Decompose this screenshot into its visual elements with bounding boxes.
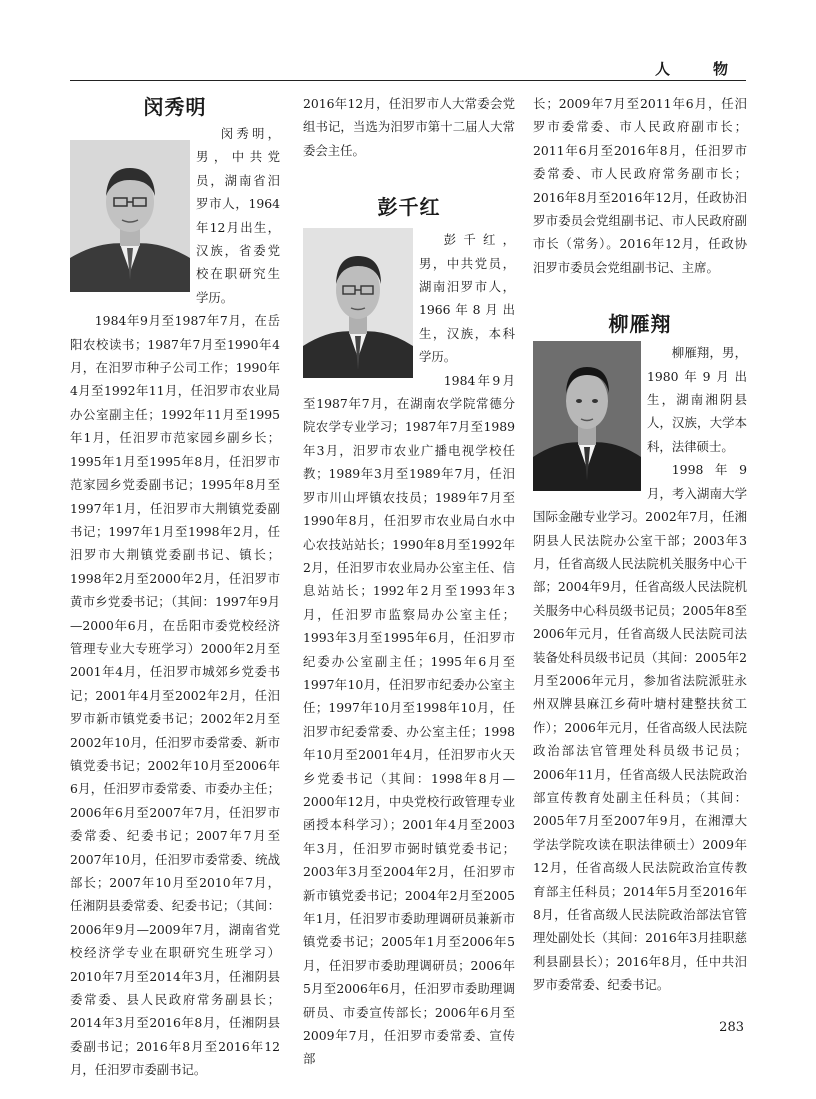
column-2 bbox=[303, 92, 515, 1071]
bio-intro-min: 闵秀明，男，中共党员，湖南省汨罗市人，1964年12月出生，汉族，省委党校在职研究生学历。 bbox=[196, 126, 280, 305]
bio-continued-min: 2016年12月，任汨罗市人大常委会党组书记，当选为汨罗市第十二届人大常委会主任。 bbox=[303, 96, 515, 158]
portrait-photo-min bbox=[70, 140, 190, 292]
header-rule bbox=[70, 80, 746, 81]
person-name-peng: 彭千红 bbox=[377, 195, 441, 220]
bio-career-min: 1984年9月至1987年7月，在岳阳农校读书；1987年7月至1990年4月，在汨罗市种子公司工作；1990年4月至1992年11月，任汨罗市农业局办公室副主任；1992年11月至1995年1月，任汨罗市范家园乡副乡长；1995年1月至1995年8月，任汨罗市范家园乡党委副书记；1995年8月至1997年1月，任汨罗市大荆镇党委副书记；1997年1月至1998年2月，任汨罗市大荆镇党委副书记、镇长；1998年2月至2000年2月，任汨罗市黄市乡党委书记；（其间：1997年9月—2000年6月，在岳阳市委党校经济管理专业大专班学习）2000年2月至2001年4月，任汨罗市城郊乡党委书记；2001年4月至2002年2月，任汨罗市新市镇党委书记；2002年2月至2002年10月，任汨罗市委常委、新市镇党委书记；2002年10月至2006年6月，任汨罗市委常委、市委办主任；2006年6月至2007年7月，任汨罗市委常委、纪委书记；2007年7月至2007年10月，任汨罗市委常委、统战部长；2007年10月至2010年7月，任湘阴县委常委、纪委书记；（其间：2006年9月—2009年7月，湖南省党校经济学专业在职研究生班学习）2010年7月至2014年3月，任湘阴县委常委、县人民政府常务副县长；2014年3月至2016年8月，任湘阴县委副书记；2016年8月至2016年12月，任汨罗市委副书记。 bbox=[70, 313, 280, 1078]
bio-career-liu: 1998年9月，考入湖南大学国际金融专业学习。2002年7月，任湘阴县人民法院办公室干部；2003年3月，任省高级人民法院机关服务中心干部；2004年9月，任省高级人民法院机关服务中心科员级书记员；2005年8至2006年元月，任省高级人民法院司法装备处科员级书记员（其间：2005年2月至2006年元月，参加省法院派驻永州双牌县麻江乡荷叶塘村建整扶贫工作）；2006年元月，任省高级人民法院政治部法官管理处科员级书记员；2006年11月，任省高级人民法院政治部宣传教育处副主任科员；（其间：2005年7月至2007年9月，在湘潭大学法学院攻读在职法律硕士）2009年12月，任省高级人民法院政治宣传教育部主任科员；2014年5月至2016年8月，任省高级人民法院政治部法官管理处副处长（其间：2016年3月挂职慈利县副县长）；2016年8月，任中共汨罗市委常委、纪委书记。 bbox=[533, 462, 747, 993]
portrait-icon bbox=[303, 228, 413, 378]
section-title: 人 物 bbox=[654, 60, 742, 78]
bio-continued-peng: 长；2009年7月至2011年6月，任汨罗市委常委、市人民政府副市长；2011年6月至2016年8月，任汨罗市委常委、市人民政府常务副市长；2016年8月至2016年12月，任政协汨罗市委员会党组副书记、市人民政府副市长（常务）。2016年12月，任政协汨罗市委员会党组副书记、主席。 bbox=[533, 96, 747, 275]
page-number: 283 bbox=[719, 1020, 744, 1035]
portrait-icon bbox=[70, 140, 190, 292]
bio-intro-peng: 彭千红，男，中共党员，湖南汨罗市人，1966年8月出生，汉族，本科学历。 bbox=[419, 232, 515, 365]
portrait-icon bbox=[533, 341, 641, 491]
column-1 bbox=[70, 92, 280, 1082]
person-name-min: 闵秀明 bbox=[143, 95, 207, 119]
person-name-liu: 柳雁翔 bbox=[608, 312, 672, 337]
bio-career-peng: 1984年9月至1987年7月，在湖南农学院常德分院农学专业学习；1987年7月至1989年3月，汨罗市农业广播电视学校任教；1989年3月至1989年7月，任汨罗市川山坪镇农技员；1989年7月至1990年8月，任汨罗市农业局白水中心农技站站长；1990年8月至1992年2月，任汨罗市农业局办公室主任、信息站站长；1992年2月至1993年3月，任汨罗市监察局办公室主任；1993年3月至1995年6月，任汨罗市纪委办公室副主任；1995年6月至1997年10月，任汨罗市纪委办公室主任；1997年10月至1998年10月，任汨罗市纪委常委、办公室主任；1998年10月至2001年4月，任汨罗市火天乡党委书记（其间：1998年8月—2000年12月，中央党校行政管理专业函授本科学习）；2001年4月至2003年3月，任汨罗市弼时镇党委书记；2003年3月至2004年2月，任汨罗市新市镇党委书记；2004年2月至2005年1月，任汨罗市委助理调研员兼新市镇党委书记；2005年1月至2006年5月，任汨罗市委助理调研员；2006年5月至2006年6月，任汨罗市委助理调研员、市委宣传部长；2006年6月至2009年7月，任汨罗市委常委、宣传部 bbox=[303, 372, 515, 1067]
portrait-photo-liu bbox=[533, 341, 641, 491]
column-3 bbox=[533, 92, 747, 997]
portrait-photo-peng bbox=[303, 228, 413, 378]
bio-intro-liu: 柳雁翔，男，1980年9月出生，湖南湘阴县人，汉族，大学本科，法律硕士。 bbox=[647, 345, 747, 454]
